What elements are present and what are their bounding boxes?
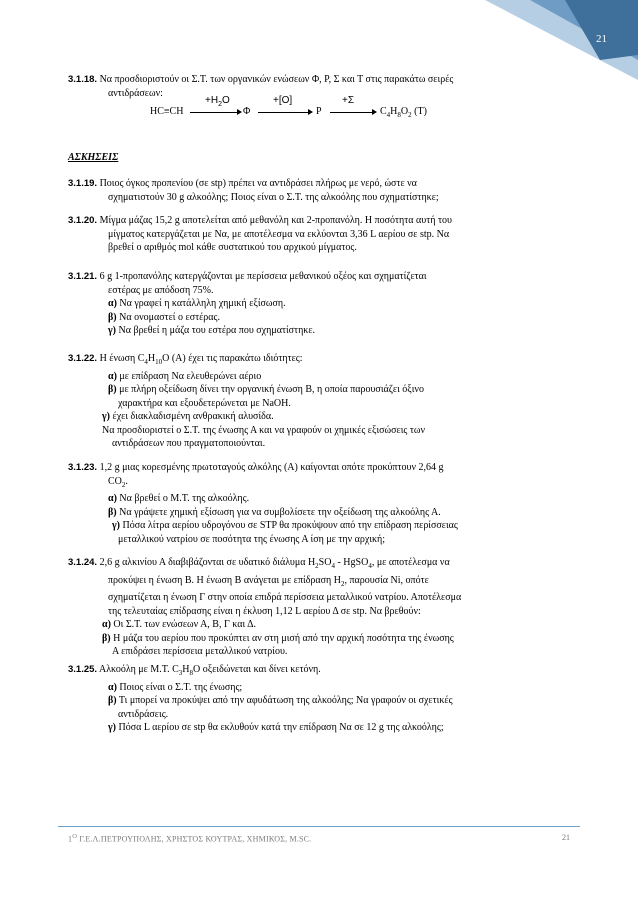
exercise-number: 3.1.22.: [68, 353, 98, 364]
exercise-3-1-20: [68, 214, 558, 255]
exercise-number: 3.1.23.: [68, 462, 98, 473]
item-text: Να βρεθεί ο Μ.Τ. της αλκοόλης.: [116, 493, 250, 504]
exercise-text: προκύψει η ένωση Β. Η ένωση Β ανάγεται με επίδραση $H_2$, παρουσία Ni, οπότε: [108, 574, 429, 588]
item-label: γ): [112, 520, 121, 531]
exercise-text: μίγματος κατεργάζεται με Να, με αποτέλεσμα να εκλύονται 3,36 L αερίου σε stp. Να: [108, 228, 450, 240]
item-text: Να βρεθεί η μάζα του εστέρα που σχηματίστηκε.: [116, 325, 316, 336]
item-text: Να γραφεί η κατάλληλη χημική εξίσωση.: [116, 298, 286, 309]
item-label: α): [102, 619, 111, 630]
item-label: γ): [102, 411, 111, 422]
item-label: β): [108, 695, 117, 706]
item-label: β): [108, 311, 117, 323]
reagent-1: $+H_2O$: [205, 95, 230, 108]
item-label: β): [102, 632, 111, 644]
reaction-scheme: [150, 95, 470, 121]
exercise-text: Ποιος όγκος προπενίου (σε stp) πρέπει να αντιδράσει πλήρως με νερό, ώστε να: [97, 178, 417, 189]
exercise-text: Να προσδιοριστούν οι Σ.Τ. των οργανικών ενώσεων Φ, Ρ, Σ και Τ στις παρακάτω σειρές: [97, 74, 454, 85]
item-label: γ): [108, 325, 117, 336]
footer-text: $1^O$ Γ.Ε.Λ.ΠΕΤΡΟΥΠΟΛΗΣ, ΧΡΗΣΤΟΣ ΚΟΥΤΡΑΣ, ΧΗΜΙΚΟΣ, M.SC.: [68, 833, 312, 844]
arrow-3: [330, 112, 373, 113]
exercise-text: $CO_2$.: [108, 475, 128, 489]
item-text: Οι Σ.Τ. των ενώσεων Α, Β, Γ και Δ.: [110, 619, 257, 630]
exercise-text: 2,6 g αλκινίου Α διαβιβάζονται σε υδατικό διάλυμα $H_2SO_4$ - HgSO$_4$, με αποτέλεσμα να: [97, 557, 450, 570]
item-text: με επίδραση Να ελευθερώνει αέριο: [116, 370, 262, 382]
exercise-3-1-23: [68, 461, 558, 546]
exercise-3-1-22: [68, 352, 558, 451]
item-text: χαρακτήρα και εξουδετερώνεται με NaOH.: [118, 397, 291, 409]
arrow-2: [258, 112, 309, 113]
item-text: με πλήρη οξείδωση δίνει την οργανική ένωση Β, η οποία παρουσιάζει όξινο: [116, 384, 424, 395]
item-label: β): [108, 506, 117, 518]
item-label: α): [108, 370, 117, 382]
exercise-text: 6 g 1-προπανόλης κατεργάζονται με περίσσεια μεθανικού οξέος και σχηματίζεται: [97, 271, 427, 282]
item-text: Η μάζα του αερίου που προκύπτει αν στη μισή από την αρχική ποσότητα της ένωσης: [110, 632, 454, 644]
exercise-number: 3.1.25.: [68, 664, 98, 675]
exercise-3-1-25: [68, 663, 558, 735]
item-text: αντιδράσεις.: [118, 708, 169, 720]
exercise-text: Η ένωση $C_4H_{10}O$ (Α) έχει τις παρακάτω ιδιότητες:: [97, 353, 303, 366]
exercise-text: Μίγμα μάζας 15,2 g αποτελείται από μεθανόλη και 2-προπανόλη. Η ποσότητα αυτή του: [97, 215, 452, 226]
exercise-text: 1,2 g μιας κορεσμένης πρωτοταγούς αλκόλης (Α) καίγονται οπότε προκύπτουν 2,64 g: [97, 462, 444, 473]
item-label: α): [108, 681, 117, 693]
exercise-number: 3.1.18.: [68, 74, 98, 85]
item-label: α): [108, 493, 117, 504]
reagent-2: +[O]: [273, 95, 293, 106]
question-text: αντιδράσεων που πραγματοποιούνται.: [112, 438, 266, 449]
item-text: Α επιδράσει περίσσεια μεταλλικού νατρίου.: [112, 646, 288, 657]
arrow-1: [190, 112, 238, 113]
exercise-text: της τελευταίας επίδρασης είναι η έκλυση 1,12 L αερίου Δ σε stp. Να βρεθούν:: [108, 605, 421, 617]
exercise-number: 3.1.24.: [68, 557, 98, 568]
item-text: έχει διακλαδισμένη ανθρακική αλυσίδα.: [110, 411, 274, 422]
item-text: Ποιος είναι ο Σ.Τ. της ένωσης;: [116, 681, 243, 693]
item-text: μεταλλικού νατρίου σε ποσότητα της ένωσης Α ίση με την αρχική;: [118, 533, 386, 545]
exercise-3-1-24: [68, 556, 558, 659]
footer-divider: [58, 826, 580, 827]
exercise-number: 3.1.19.: [68, 178, 98, 189]
question-text: Να προσδιοριστεί ο Σ.Τ. της ένωσης Α και να γραφούν οι χημικές εξισώσεις των: [102, 424, 425, 436]
exercise-3-1-19: [68, 177, 558, 204]
section-heading: ΑΣΚΗΣΕΙΣ: [68, 152, 119, 163]
reactant-start: HC≡CH: [150, 106, 184, 117]
exercise-3-1-21: [68, 270, 558, 338]
reagent-3: +Σ: [342, 95, 355, 106]
arrowhead-2: [308, 109, 313, 115]
exercise-text: αντιδράσεων:: [108, 87, 163, 99]
page-number-top: 21: [596, 33, 607, 45]
footer-page-number: 21: [562, 833, 570, 842]
corner-decoration: [0, 0, 638, 80]
exercise-text: εστέρας με απόδοση 75%.: [108, 284, 214, 296]
item-text: Να ονομαστεί ο εστέρας.: [116, 311, 220, 323]
product-phi: Φ: [243, 106, 251, 117]
exercise-number: 3.1.21.: [68, 271, 98, 282]
product-rho: Ρ: [316, 106, 322, 117]
item-text: Πόσα λίτρα αερίου υδρογόνου σε STP θα προκύψουν από την επίδραση περίσσειας: [120, 520, 458, 531]
item-text: Τι μπορεί να προκύψει από την αφυδάτωση της αλκοόλης; Να γραφούν οι σχετικές: [116, 695, 453, 706]
exercise-text: Αλκοόλη με Μ.Τ. $C_3H_8O$ οξειδώνεται και δίνει κετόνη.: [97, 664, 321, 677]
exercise-number: 3.1.20.: [68, 215, 98, 226]
item-text: Πόσα L αερίου σε stp θα εκλυθούν κατά την επίδραση Να σε 12 g της αλκοόλης;: [116, 722, 444, 733]
item-label: α): [108, 298, 117, 309]
item-label: β): [108, 384, 117, 395]
item-label: γ): [108, 722, 117, 733]
exercise-text: σχηματιστούν 30 g αλκοόλης; Ποιος είναι ο Σ.Τ. της αλκοόλης που σχηματίστηκε;: [108, 191, 439, 203]
item-text: Να γράψετε χημική εξίσωση για να συμβολίσετε την οξείδωση της αλκοόλης Α.: [116, 506, 441, 518]
exercise-text: σχηματίζεται η ένωση Γ στην οποία επιδρά περίσσεια μεταλλικού νατρίου. Αποτέλεσμα: [108, 592, 462, 603]
product-tau: $C_4H_8O_2$ (Τ): [380, 106, 427, 119]
arrowhead-3: [372, 109, 377, 115]
exercise-text: βρεθεί ο αριθμός mol κάθε συστατικού του αρχικού μίγματος.: [108, 242, 357, 253]
arrowhead-1: [237, 109, 242, 115]
